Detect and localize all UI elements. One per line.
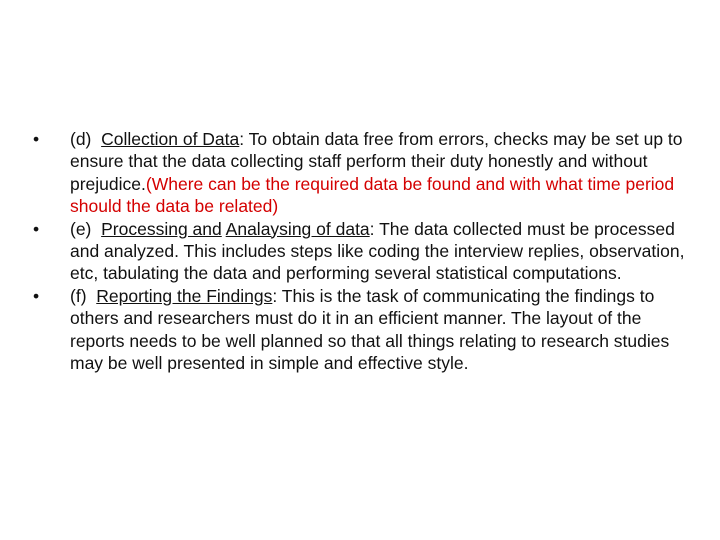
item-title-part-1: Processing and xyxy=(101,218,222,239)
bullet-marker: • xyxy=(33,285,40,306)
item-label: (f) xyxy=(70,285,87,306)
bullet-item-reporting-the-findings xyxy=(30,285,690,375)
bullet-marker: • xyxy=(33,218,40,239)
item-body: The data collected must be processed and analyzed. This includes steps like coding the interview replies, observation, etc, tabulating the data and performing several statistical computations. xyxy=(70,218,685,284)
item-title: Collection of Data xyxy=(101,129,240,149)
item-label: (e) xyxy=(70,218,92,239)
item-title: Reporting the Findings xyxy=(96,285,273,306)
item-body: This is the task of communicating the findings to others and researchers must do it in an efficient manner. The layout of the reports needs to be well planned so that all things relating to research studies may be well presented in simple and effective style. xyxy=(70,285,670,374)
item-title-part-2: Analaysing of data xyxy=(225,218,370,239)
item-note: (Where can be the required data be found and with what time period should the data be related) xyxy=(70,173,675,217)
bullet-list xyxy=(30,128,690,374)
item-label: (d) xyxy=(70,129,92,149)
title-colon: : xyxy=(239,129,245,149)
slide-body xyxy=(30,128,690,374)
bullet-item-collection-of-data xyxy=(30,128,690,218)
title-colon: : xyxy=(369,218,375,239)
bullet-item-processing-and-analysing xyxy=(30,218,690,285)
item-body: To obtain data free from errors, checks may be set up to ensure that the data collecting staff perform their duty honestly and without prejudice. xyxy=(70,129,683,194)
title-colon: : xyxy=(272,285,278,306)
bullet-marker: • xyxy=(33,129,40,149)
